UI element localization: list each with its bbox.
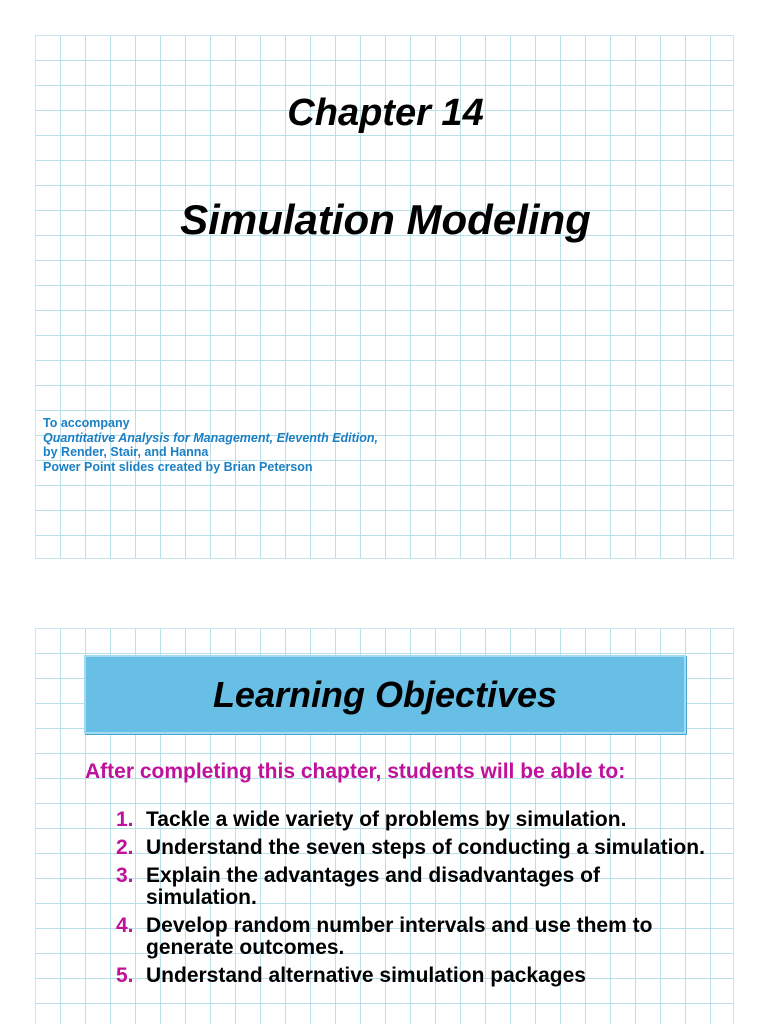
credits-line-authors: by Render, Stair, and Hanna [43,445,209,459]
credits-line-slides-author: Power Point slides created by Brian Peterson [43,459,313,474]
objectives-intro: After completing this chapter, students will be able to: [85,760,626,783]
list-item [116,837,716,859]
list-item-number: 3. [116,864,134,887]
list-item [116,915,716,959]
list-item [116,965,716,987]
objectives-slide [35,628,734,1024]
credits-line-accompany: To accompany [43,416,130,430]
list-item-text: Understand alternative simulation packages [146,964,586,987]
chapter-title: Chapter 14 [287,92,484,134]
objectives-list [116,809,716,993]
chapter-subtitle: Simulation Modeling [180,196,591,243]
list-item [116,809,716,831]
objectives-header-title: Learning Objectives [212,673,558,715]
list-item-number: 5. [116,964,134,987]
objectives-header-box [84,655,686,734]
credits-line-book-title: Quantitative Analysis for Management, Eleventh Edition, [43,430,379,445]
list-item-text: Develop random number intervals and use them to generate outcomes. [146,914,653,959]
list-item-number: 2. [116,836,134,859]
list-item [116,865,716,909]
credits-block [43,416,378,474]
list-item-number: 1. [116,808,134,831]
list-item-text: Tackle a wide variety of problems by simulation. [146,808,627,831]
title-slide [35,35,734,559]
list-item-text: Explain the advantages and disadvantages of simulation. [146,864,600,909]
list-item-text: Understand the seven steps of conducting a simulation. [146,836,705,859]
list-item-number: 4. [116,914,134,937]
